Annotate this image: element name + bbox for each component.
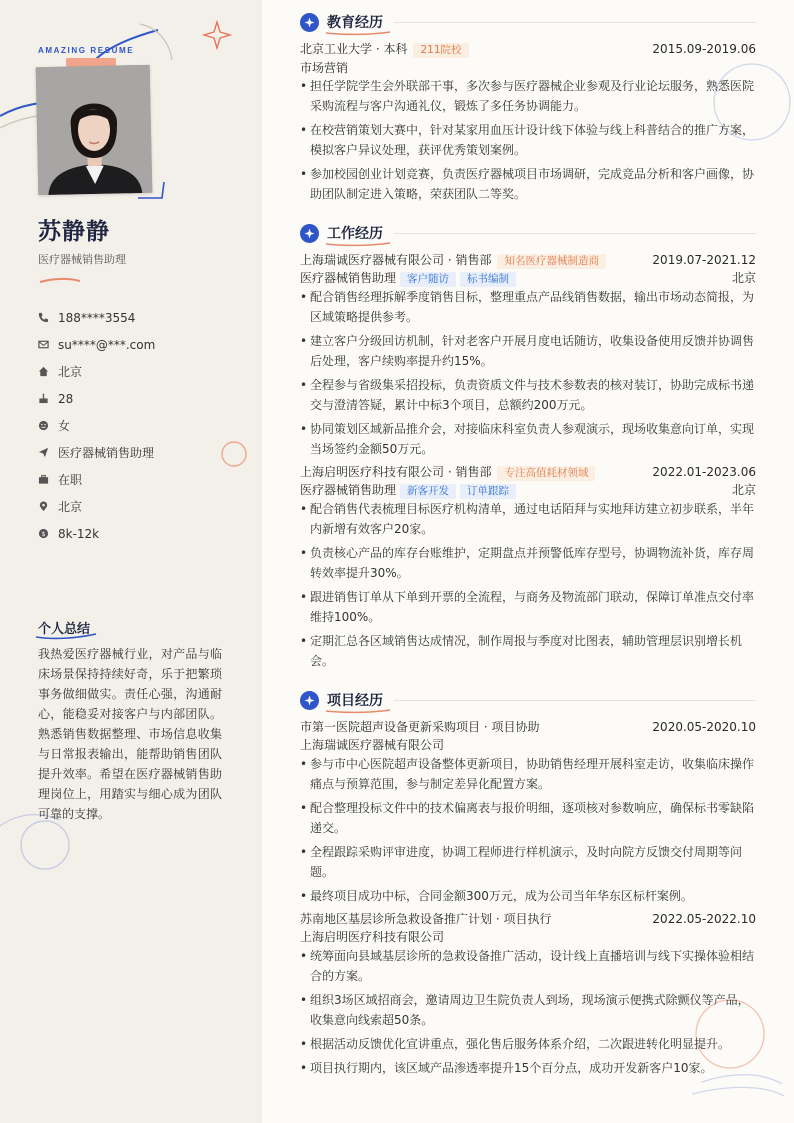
cake-icon [38, 393, 58, 404]
list-item: • 配合销售经理拆解季度销售目标，整理重点产品线销售数据，输出市场动态简报，为区域策略提供参考。 [300, 287, 756, 327]
list-item: • 最终项目成功中标，合同金额300万元，成为公司当年华东区标杆案例。 [300, 886, 756, 906]
section-divider [394, 22, 756, 23]
contact-hometown [38, 358, 155, 385]
project-company: 上海瑞诚医疗器械有限公司 [300, 738, 445, 752]
contact-text: 188****3554 [58, 310, 136, 325]
list-item: • 配合整理投标文件中的技术偏离表与报价明细，逐项核对参数响应，确保标书零缺陷递交。 [300, 798, 756, 838]
contact-status [38, 466, 155, 493]
list-item: • 项目执行期内，该区域产品渗透率提升15个百分点，成功开发新客户10家。 [300, 1058, 756, 1078]
salary-icon [38, 528, 58, 539]
education-header [300, 40, 756, 58]
contact-text: 医疗器械销售助理 [58, 446, 155, 460]
school-name: 北京工业大学 · 本科 [300, 42, 408, 56]
project-date: 2022.05-2022.10 [652, 912, 756, 926]
school-tag: 211院校 [413, 43, 468, 58]
briefcase-icon [38, 474, 58, 485]
contact-location [38, 493, 155, 520]
section-divider [394, 700, 756, 701]
contact-text: 8k-12k [58, 526, 100, 541]
sidebar [0, 0, 262, 1123]
section-work-heading [300, 221, 383, 245]
candidate-title: 医疗器械销售助理 [38, 253, 126, 266]
project-company-row [300, 928, 756, 946]
star-icon [202, 20, 232, 50]
list-item: • 参与市中心医院超声设备整体更新项目，协助销售经理开展科室走访，收集临床操作痛点与预算范围，参与制定差异化配置方案。 [300, 754, 756, 794]
project-bullets [300, 754, 756, 910]
section-title: 工作经历 [327, 226, 383, 242]
contact-text: su****@***.com [58, 337, 156, 352]
project-bullets [300, 946, 756, 1082]
list-item: • 统筹面向县域基层诊所的急救设备推广活动，设计线上直播培训与线下实操体验相结合的方案。 [300, 946, 756, 986]
major: 市场营销 [300, 61, 349, 75]
contact-text: 女 [58, 419, 71, 433]
location-pin-icon [38, 501, 58, 512]
company-tag: 专注高值耗材领域 [497, 466, 595, 481]
list-item: • 担任学院学生会外联部干事，多次参与医疗器械企业参观及行业论坛服务，熟悉医院采购流程与客户沟通礼仪，锻炼了多任务协调能力。 [300, 76, 756, 116]
list-item: • 全程参与省级集采招投标，负责资质文件与技术参数表的核对装订，协助完成标书递交与澄清答疑，累计中标3个项目，总额约200万元。 [300, 375, 756, 415]
project-date: 2020.05-2020.10 [652, 720, 756, 734]
section-education-heading [300, 10, 383, 34]
contact-list [38, 304, 155, 547]
job-role-row [300, 481, 756, 499]
job-bullets [300, 499, 756, 675]
send-icon [38, 447, 58, 458]
section-projects-heading [300, 688, 383, 712]
skill-tag: 新客开发 [400, 484, 456, 499]
resume-tagline: AMAZING RESUME [38, 46, 135, 55]
gender-icon [38, 420, 58, 431]
svg-text:$: $ [41, 529, 46, 538]
section-title: 项目经历 [327, 693, 383, 709]
list-item: • 全程跟踪采购评审进度，协调工程师进行样机演示，及时向院方反馈交付周期等问题。 [300, 842, 756, 882]
contact-text: 北京 [58, 365, 83, 379]
skill-tag: 订单跟踪 [460, 484, 516, 499]
list-item: • 根据活动反馈优化宣讲重点，强化售后服务体系介绍，二次跟进转化明显提升。 [300, 1034, 756, 1054]
contact-salary [38, 520, 155, 547]
contact-email [38, 331, 155, 358]
list-item: • 跟进销售订单从下单到开票的全流程，与商务及物流部门联动，保障订单准点交付率维持100%。 [300, 587, 756, 627]
section-title: 教育经历 [327, 15, 383, 31]
contact-age [38, 385, 155, 412]
list-item: • 建立客户分级回访机制，针对老客户开展月度电话随访，收集设备使用反馈并协调售后处理，客户续购率提升约15%。 [300, 331, 756, 371]
sparkle-icon [300, 691, 319, 710]
candidate-name: 苏静静 [38, 219, 110, 245]
job-date: 2019.07-2021.12 [652, 253, 756, 267]
list-item: • 组织3场区域招商会，邀请周边卫生院负责人到场，现场演示便携式除颤仪等产品，收集意向线索超50条。 [300, 990, 756, 1030]
contact-phone [38, 304, 155, 331]
main-content [262, 0, 794, 1123]
company-tag: 知名医疗器械制造商 [497, 254, 606, 269]
list-item: • 在校营销策划大赛中，针对某家用血压计设计线下体验与线上科普结合的推广方案，模拟客户异议处理，获评优秀策划案例。 [300, 120, 756, 160]
sparkle-icon [300, 13, 319, 32]
project-name: 苏南地区基层诊所急救设备推广计划 · 项目执行 [300, 912, 552, 926]
job-header [300, 463, 756, 481]
list-item: • 定期汇总各区域销售达成情况，制作周报与季度对比图表，辅助管理层识别增长机会。 [300, 631, 756, 671]
skill-tag: 客户随访 [400, 272, 456, 287]
job-bullets [300, 287, 756, 463]
company-name: 上海瑞诚医疗器械有限公司 · 销售部 [300, 253, 492, 267]
list-item: • 参加校园创业计划竞赛，负责医疗器械项目市场调研，完成竞品分析和客户画像，协助团队制定进入策略，荣获团队二等奖。 [300, 164, 756, 204]
job-header [300, 251, 756, 269]
contact-text: 在职 [58, 473, 83, 487]
mail-icon [38, 339, 58, 350]
phone-icon [38, 312, 58, 323]
job-role-row [300, 269, 756, 287]
project-company-row [300, 736, 756, 754]
project-header [300, 910, 756, 928]
list-item: • 负责核心产品的库存台账维护，定期盘点并预警低库存型号，协调物流补货，库存周转效率提升30%。 [300, 543, 756, 583]
job-role: 医疗器械销售助理 [300, 483, 397, 497]
project-name: 市第一医院超声设备更新采购项目 · 项目协助 [300, 720, 540, 734]
job-date: 2022.01-2023.06 [652, 465, 756, 479]
summary-heading: 个人总结 [38, 622, 91, 637]
contact-text: 28 [58, 391, 74, 406]
section-divider [394, 233, 756, 234]
job-city: 北京 [731, 271, 756, 285]
company-name: 上海启明医疗科技有限公司 · 销售部 [300, 465, 492, 479]
education-bullets [300, 76, 756, 208]
education-major-row [300, 59, 756, 77]
list-item: • 配合销售代表梳理目标医疗机构清单，通过电话陌拜与实地拜访建立初步联系，半年内新增有效客户20家。 [300, 499, 756, 539]
project-header [300, 718, 756, 736]
skill-tag: 标书编制 [460, 272, 516, 287]
job-city: 北京 [731, 483, 756, 497]
project-company: 上海启明医疗科技有限公司 [300, 930, 445, 944]
education-date: 2015.09-2019.06 [652, 42, 756, 56]
home-icon [38, 366, 58, 377]
sparkle-icon [300, 224, 319, 243]
job-role: 医疗器械销售助理 [300, 271, 397, 285]
contact-gender [38, 412, 155, 439]
contact-text: 北京 [58, 500, 83, 514]
summary-text: 我热爱医疗器械行业，对产品与临床场景保持持续好奇，乐于把繁琐事务做细做实。责任心强，沟通耐心，能稳妥对接客户与内部团队。熟悉销售数据整理、市场信息收集与日常报表输出，能帮助销售团队提升效率。希望在医疗器械销售助理岗位上，用踏实与细心成为团队可靠的支撑。 [38, 647, 222, 821]
contact-position [38, 439, 155, 466]
list-item: • 协同策划区域新品推介会，对接临床科室负责人参观演示，现场收集意向订单，实现当场签约金额50万元。 [300, 419, 756, 459]
profile-photo [36, 65, 153, 195]
